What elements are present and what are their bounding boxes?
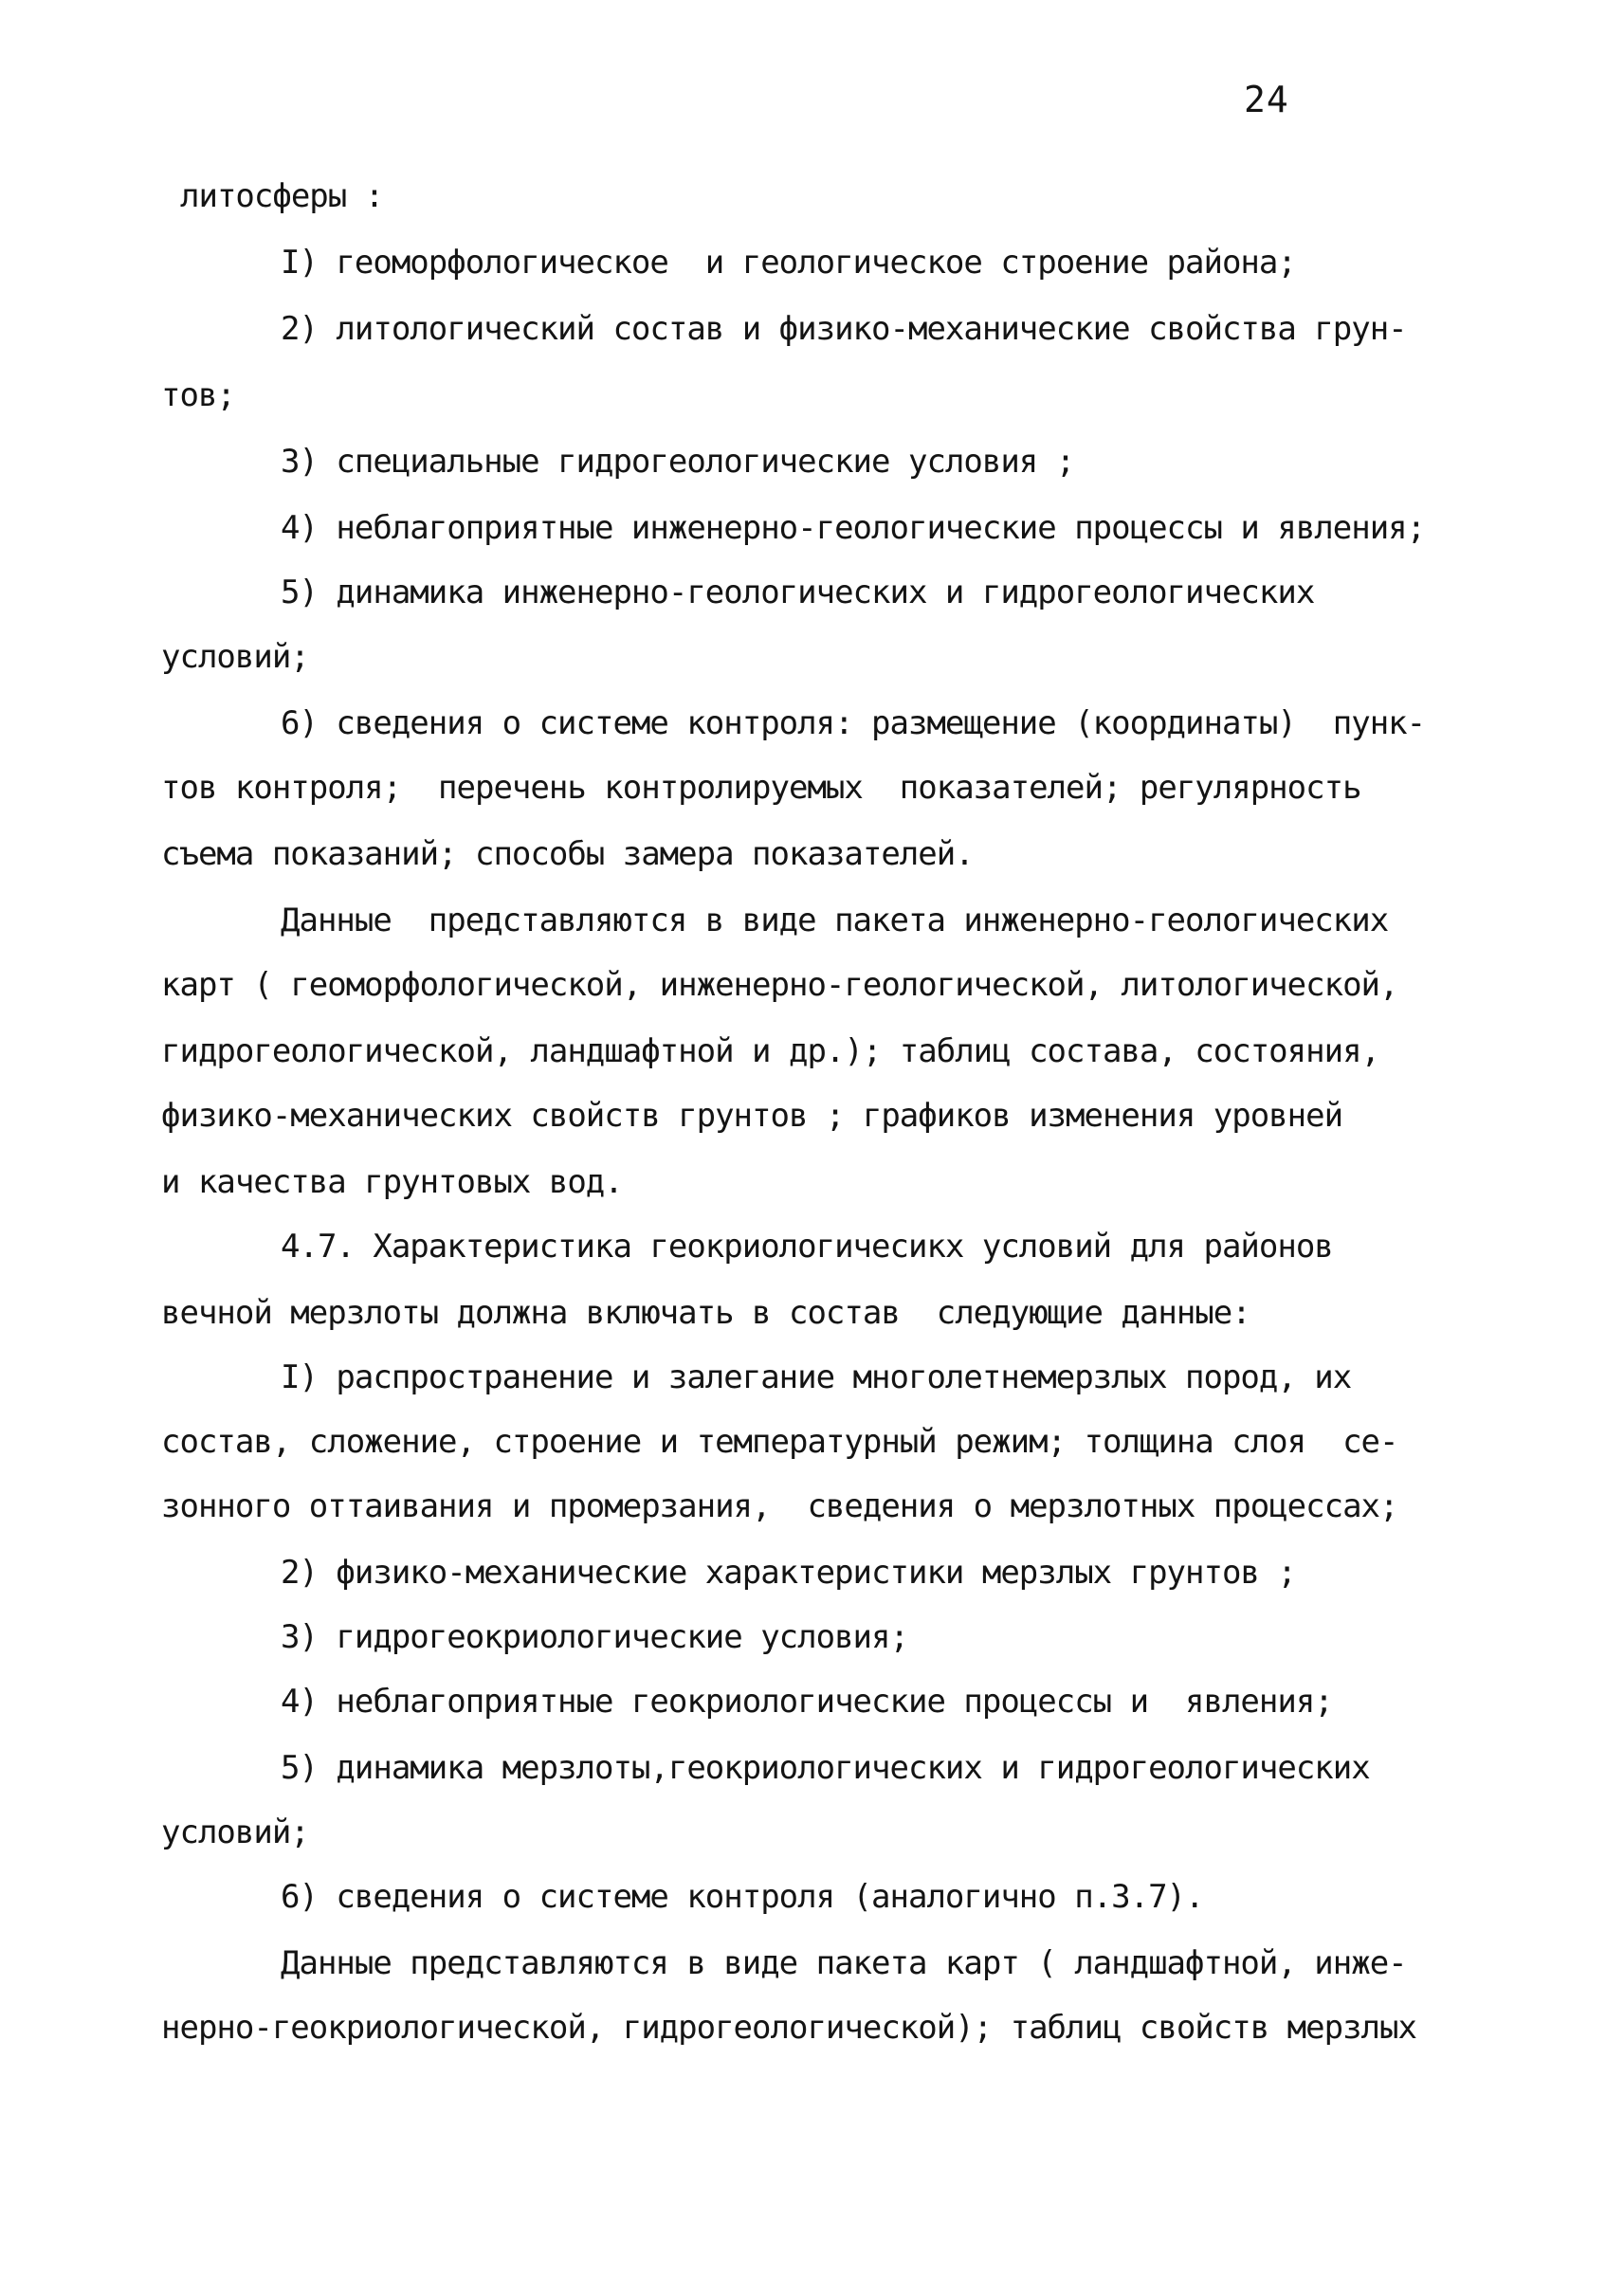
text-line: I) распространение и залегание многолетнемерзлых пород, их	[281, 1358, 1352, 1396]
text-line: Данные представляются в виде пакета карт ( ландшафтной, инже-	[281, 1944, 1407, 1982]
text-line: карт ( геоморфологической, инженерно-геологической, литологической,	[161, 966, 1398, 1004]
text-line: литосферы :	[180, 177, 384, 215]
text-line: вечной мерзлоты должна включать в состав следующие данные:	[161, 1294, 1250, 1332]
text-line: зонного оттаивания и промерзания, сведения о мерзлотных процессах;	[161, 1487, 1398, 1525]
text-line: 5) динамика инженерно-геологических и гидрогеологических	[281, 574, 1315, 611]
text-line: состав, сложение, строение и температурный режим; толщина слоя се-	[161, 1423, 1398, 1461]
text-line: 2) литологический состав и физико-механические свойства грун-	[281, 310, 1407, 348]
text-line: гидрогеологической, ландшафтной и др.); таблиц состава, состояния,	[161, 1032, 1380, 1070]
text-line: 3) гидрогеокриологические условия;	[281, 1618, 908, 1656]
text-line: условий;	[161, 638, 309, 676]
text-line: 6) сведения о системе контроля: размещение (координаты) пунк-	[281, 704, 1426, 742]
text-line: съема показаний; способы замера показателей.	[161, 835, 974, 873]
text-line: I) геоморфологическое и геологическое строение района;	[281, 244, 1296, 282]
text-line: тов;	[161, 376, 235, 414]
text-line: 4) неблагоприятные инженерно-геологические процессы и явления;	[281, 509, 1426, 547]
text-line: 2) физико-механические характеристики мерзлых грунтов ;	[281, 1554, 1296, 1592]
text-line: и качества грунтовых вод.	[161, 1163, 623, 1201]
text-line: Данные представляются в виде пакета инженерно-геологических	[281, 902, 1389, 939]
text-line: 4.7. Характеристика геокриологичесикх условий для районов	[281, 1228, 1333, 1266]
text-line: физико-механических свойств грунтов ; графиков изменения уровней	[161, 1097, 1343, 1135]
text-line: 4) неблагоприятные геокриологические процессы и явления;	[281, 1683, 1333, 1721]
text-line: 6) сведения о системе контроля (аналогично п.3.7).	[281, 1878, 1204, 1916]
text-line: 5) динамика мерзлоты,геокриологических и гидрогеологических	[281, 1749, 1370, 1787]
text-line: условий;	[161, 1813, 309, 1851]
text-line: 3) специальные гидрогеологические условия ;	[281, 443, 1075, 481]
text-line: тов контроля; перечень контролируемых показателей; регулярность	[161, 769, 1361, 807]
text-line: нерно-геокриологической, гидрогеологической); таблиц свойств мерзлых	[161, 2009, 1416, 2047]
page-number: 24	[1244, 79, 1289, 120]
